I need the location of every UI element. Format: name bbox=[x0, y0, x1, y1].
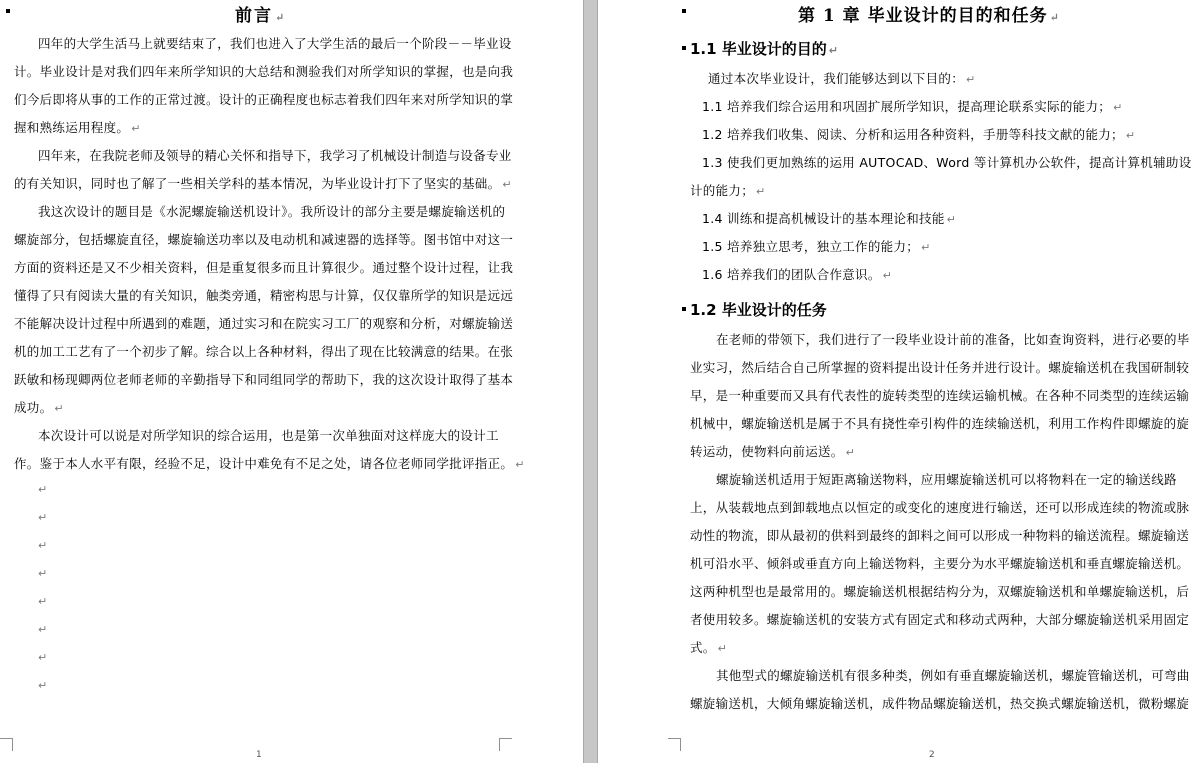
paragraph-mark: ↵ bbox=[882, 269, 893, 282]
paragraph-bullet-marker bbox=[6, 9, 10, 13]
text-line: 懂得了只有阅读大量的有关知识，触类旁通，精密构思与计算，仅仅靠所学的知识是远远 bbox=[14, 288, 514, 303]
empty-paragraph-mark: ↵ bbox=[38, 595, 48, 608]
margin-corner-mark bbox=[668, 738, 681, 751]
text-line: 1.1 培养我们综合运用和巩固扩展所学知识，提高理论联系实际的能力； ↵ bbox=[702, 99, 1123, 114]
text-line: 机的加工工艺有了一个初步了解。综合以上各种材料，得出了现在比较满意的结果。在张 bbox=[14, 344, 514, 359]
text-line: 跃敏和杨现卿两位老师老师的辛勤指导下和同组同学的帮助下，我的这次设计取得了基本 bbox=[14, 372, 514, 387]
text-line: 机械中，螺旋输送机是属于不具有挠性牵引构件的连续输送机，利用工作构件即螺旋的旋 bbox=[690, 416, 1190, 431]
paragraph-bullet-marker bbox=[682, 46, 686, 50]
text-line: 式。 ↵ bbox=[690, 640, 728, 655]
paragraph-mark: ↵ bbox=[131, 122, 141, 135]
text-line: 不能解决设计过程中所遇到的难题，通过实习和在院实习工厂的观察和分析，对螺旋输送 bbox=[14, 316, 514, 331]
text-line: 螺旋部分，包括螺旋直径，螺旋输送功率以及电动机和减速器的选择等。图书馆中对这一 bbox=[14, 232, 514, 247]
text-line: 在老师的带领下，我们进行了一段毕业设计前的准备，比如查询资料，进行必要的毕 bbox=[716, 332, 1190, 347]
text-line: 通过本次毕业设计，我们能够达到以下目的： ↵ bbox=[708, 71, 976, 86]
empty-paragraph-mark: ↵ bbox=[38, 483, 48, 496]
text-line: 上，从装载地点到卸载地点以恒定的或变化的速度进行输送，还可以形成连续的物流或脉 bbox=[690, 500, 1190, 515]
document-page-2 bbox=[598, 0, 1197, 763]
text-line: 们今后即将从事的工作的正常过渡。设计的正确程度也标志着我们四年来对所学知识的掌 bbox=[14, 92, 514, 107]
paragraph-mark: ↵ bbox=[515, 458, 525, 471]
page-number: 1 bbox=[256, 750, 262, 760]
paragraph-mark: ↵ bbox=[1125, 129, 1136, 142]
text-line: 1.4 训练和提高机械设计的基本理论和技能 ↵ bbox=[702, 211, 957, 226]
text-line: 者使用较多。螺旋输送机的安装方式有固定式和移动式两种，大部分螺旋输送机采用固定 bbox=[690, 612, 1190, 627]
paragraph-bullet-marker bbox=[682, 307, 686, 311]
text-line: 本次设计可以说是对所学知识的综合运用，也是第一次单独面对这样庞大的设计工 bbox=[38, 428, 499, 443]
paragraph-mark: ↵ bbox=[502, 178, 512, 191]
text-line: 1.6 培养我们的团队合作意识。 ↵ bbox=[702, 267, 893, 282]
text-line: 计。毕业设计是对我们四年来所学知识的大总结和测验我们对所学知识的掌握，也是向我 bbox=[14, 64, 514, 79]
paragraph-mark: ↵ bbox=[756, 185, 766, 198]
page-gutter[interactable] bbox=[583, 0, 598, 763]
text-line: 成功。 ↵ bbox=[14, 400, 64, 415]
text-line: 转运动，使物料向前运送。 ↵ bbox=[690, 444, 856, 459]
empty-paragraph-mark: ↵ bbox=[38, 567, 48, 580]
text-line: 1.3 使我们更加熟练的运用 AUTOCAD、Word 等计算机办公软件，提高计算机辅助设 bbox=[702, 155, 1192, 170]
paragraph-mark: ↵ bbox=[946, 213, 957, 226]
empty-paragraph-mark: ↵ bbox=[38, 623, 48, 636]
margin-corner-mark bbox=[0, 738, 13, 751]
text-line: 1.5 培养独立思考，独立工作的能力； ↵ bbox=[702, 239, 931, 254]
paragraph-mark: ↵ bbox=[966, 73, 976, 86]
empty-paragraph-mark: ↵ bbox=[38, 539, 48, 552]
text-line: 早，是一种重要而又具有代表性的旋转类型的连续运输机械。在各种不同类型的连续运输 bbox=[690, 388, 1190, 403]
paragraph-bullet-marker bbox=[682, 9, 686, 13]
text-line: 计的能力； ↵ bbox=[690, 183, 766, 198]
document-page-1 bbox=[0, 0, 583, 763]
text-line: 1.2 培养我们收集、阅读、分析和运用各种资料，手册等科技文献的能力； ↵ bbox=[702, 127, 1136, 142]
text-line: 螺旋输送机，大倾角螺旋输送机，成件物品螺旋输送机，热交换式螺旋输送机，微粉螺旋 bbox=[690, 696, 1190, 711]
text-line: 的有关知识，同时也了解了一些相关学科的基本情况，为毕业设计打下了坚实的基础。 ↵ bbox=[14, 176, 512, 191]
preface-title: 前言 ↵ bbox=[235, 6, 287, 26]
empty-paragraph-mark: ↵ bbox=[38, 679, 48, 692]
text-line: 螺旋输送机适用于短距离输送物料，应用螺旋输送机可以将物料在一定的输送线路 bbox=[716, 472, 1177, 487]
paragraph-mark: ↵ bbox=[921, 241, 931, 254]
text-line: 握和熟练运用程度。 ↵ bbox=[14, 120, 141, 135]
chapter-title: 第 1 章 毕业设计的目的和任务 ↵ bbox=[798, 6, 1060, 26]
text-line: 四年的大学生活马上就要结束了，我们也进入了大学生活的最后一个阶段－－毕业设 bbox=[38, 36, 512, 51]
section-1-1-heading: 1.1 毕业设计的目的 ↵ bbox=[690, 40, 839, 58]
text-line: 动性的物流，即从最初的供料到最终的卸料之间可以形成一种物料的输送流程。螺旋输送 bbox=[690, 528, 1190, 543]
paragraph-mark: ↵ bbox=[845, 446, 856, 459]
paragraph-mark: ↵ bbox=[54, 402, 64, 415]
empty-paragraph-mark: ↵ bbox=[38, 651, 48, 664]
text-line: 我这次设计的题目是《水泥螺旋输送机设计》。我所设计的部分主要是螺旋输送机的 bbox=[38, 204, 506, 219]
empty-paragraph-mark: ↵ bbox=[38, 511, 48, 524]
paragraph-mark: ↵ bbox=[717, 642, 728, 655]
text-line: 其他型式的螺旋输送机有很多种类，例如有垂直螺旋输送机，螺旋管输送机，可弯曲 bbox=[716, 668, 1190, 683]
margin-corner-mark bbox=[499, 738, 512, 751]
paragraph-mark: ↵ bbox=[1113, 101, 1123, 114]
text-line: 业实习，然后结合自己所掌握的资料提出设计任务并进行设计。螺旋输送机在我国研制较 bbox=[690, 360, 1190, 375]
section-1-2-heading: 1.2 毕业设计的任务 bbox=[690, 301, 827, 319]
text-line: 机可沿水平、倾斜或垂直方向上输送物料，主要分为水平螺旋输送机和垂直螺旋输送机。 bbox=[690, 556, 1190, 571]
text-line: 作。鉴于本人水平有限，经验不足，设计中难免有不足之处，请各位老师同学批评指正。 ↵ bbox=[14, 456, 525, 471]
text-line: 四年来，在我院老师及领导的精心关怀和指导下，我学习了机械设计制造与设备专业 bbox=[38, 148, 512, 163]
page-number: 2 bbox=[929, 750, 935, 760]
text-line: 这两种机型也是最常用的。螺旋输送机根据结构分为，双螺旋输送机和单螺旋输送机，后 bbox=[690, 584, 1190, 599]
text-line: 方面的资料还是又不少相关资料，但是重复很多而且计算很少。通过整个设计过程，让我 bbox=[14, 260, 514, 275]
